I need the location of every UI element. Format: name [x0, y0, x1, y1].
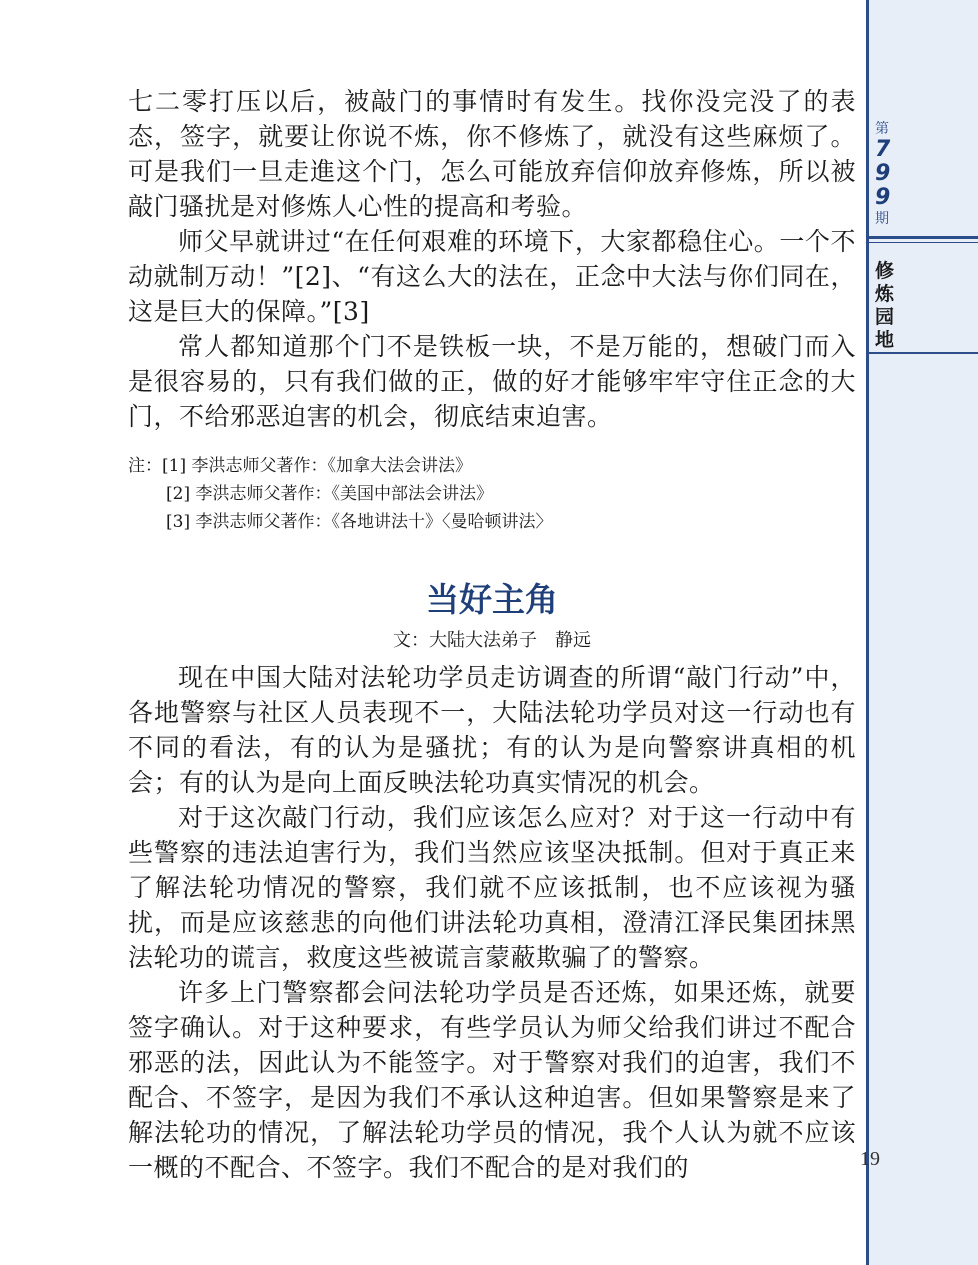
sidebar: [866, 0, 978, 1265]
page-edge-line: [866, 1180, 869, 1265]
issue-suffix: 期: [875, 211, 889, 227]
page-number: 19: [860, 1148, 880, 1170]
issue-digit: 9: [875, 185, 891, 210]
issue-digit: 7: [875, 137, 891, 162]
issue-number: [869, 120, 978, 228]
section-tag: [875, 260, 903, 352]
article-paragraph: 现在中国大陆对法轮功学员走访调查的所谓“敲门行动”中，各地警察与社区人员表现不一，大陆法轮功学员对这一行动也有不同的看法，有的认为是骚扰；有的认为是向警察讲真相的机会；有的认为是向上面反映法轮功真实情况的机会。: [128, 663, 856, 797]
article-byline: 文：大陆大法弟子 静远: [393, 630, 591, 651]
body-paragraph: 师父早就讲过“在任何艰难的环境下，大家都稳住心。一个不动就制万动！”[2]、“有这么大的法在，正念中大法与你们同在，这是巨大的保障。”[3]: [128, 227, 856, 326]
article-paragraph: 许多上门警察都会问法轮功学员是否还炼，如果还炼，就要签字确认。对于这种要求，有些学员认为师父给我们讲过不配合邪恶的法，因此认为不能签字。对于警察对我们的迫害，我们不配合、不签字，是因为我们不承认这种迫害。但如果警察是来了解法轮功的情况，了解法轮功学员的情况，我个人认为就不应该一概的不配合、不签字。我们不配合的是对我们的: [128, 978, 856, 1182]
footnote: 注：[1] 李洪志师父著作：《加拿大法会讲法》: [128, 456, 472, 476]
body-paragraph: 常人都知道那个门不是铁板一块，不是万能的，想破门而入是很容易的，只有我们做的正，做的好才能够牢牢守住正念的大门，不给邪恶迫害的机会，彻底结束迫害。: [128, 332, 856, 431]
sidebar-divider: [869, 242, 978, 243]
section-char: 园: [875, 306, 895, 328]
body-paragraph: 七二零打压以后，被敲门的事情时有发生。找你没完没了的表态，签字，就要让你说不炼，你不修炼了，就没有这些麻烦了。可是我们一旦走進这个门，怎么可能放弃信仰放弃修炼，所以被敲门骚扰是对修炼人心性的提高和考验。: [128, 87, 856, 221]
sidebar-divider: [869, 352, 978, 354]
section-char: 炼: [875, 283, 895, 305]
article-paragraph: 对于这次敲门行动，我们应该怎么应对？对于这一行动中有些警察的违法迫害行为，我们当然应该坚决抵制。但对于真正来了解法轮功情况的警察，我们就不应该抵制，也不应该视为骚扰，而是应该慈悲的向他们讲法轮功真相，澄清江泽民集团抹黑法轮功的谎言，救度这些被谎言蒙蔽欺骗了的警察。: [128, 803, 856, 972]
footnotes: [128, 452, 856, 536]
main-content: [128, 84, 856, 1185]
issue-digit: 9: [875, 161, 891, 186]
footnote: [2] 李洪志师父著作：《美国中部法会讲法》: [166, 484, 493, 504]
issue-prefix: 第: [875, 121, 889, 137]
footnote: [3] 李洪志师父著作：《各地讲法十》〈曼哈顿讲法〉: [166, 512, 553, 532]
section-char: 地: [875, 329, 895, 351]
section-char: 修: [875, 260, 895, 282]
sidebar-divider: [869, 236, 978, 239]
article-title: 当好主角: [426, 580, 558, 619]
